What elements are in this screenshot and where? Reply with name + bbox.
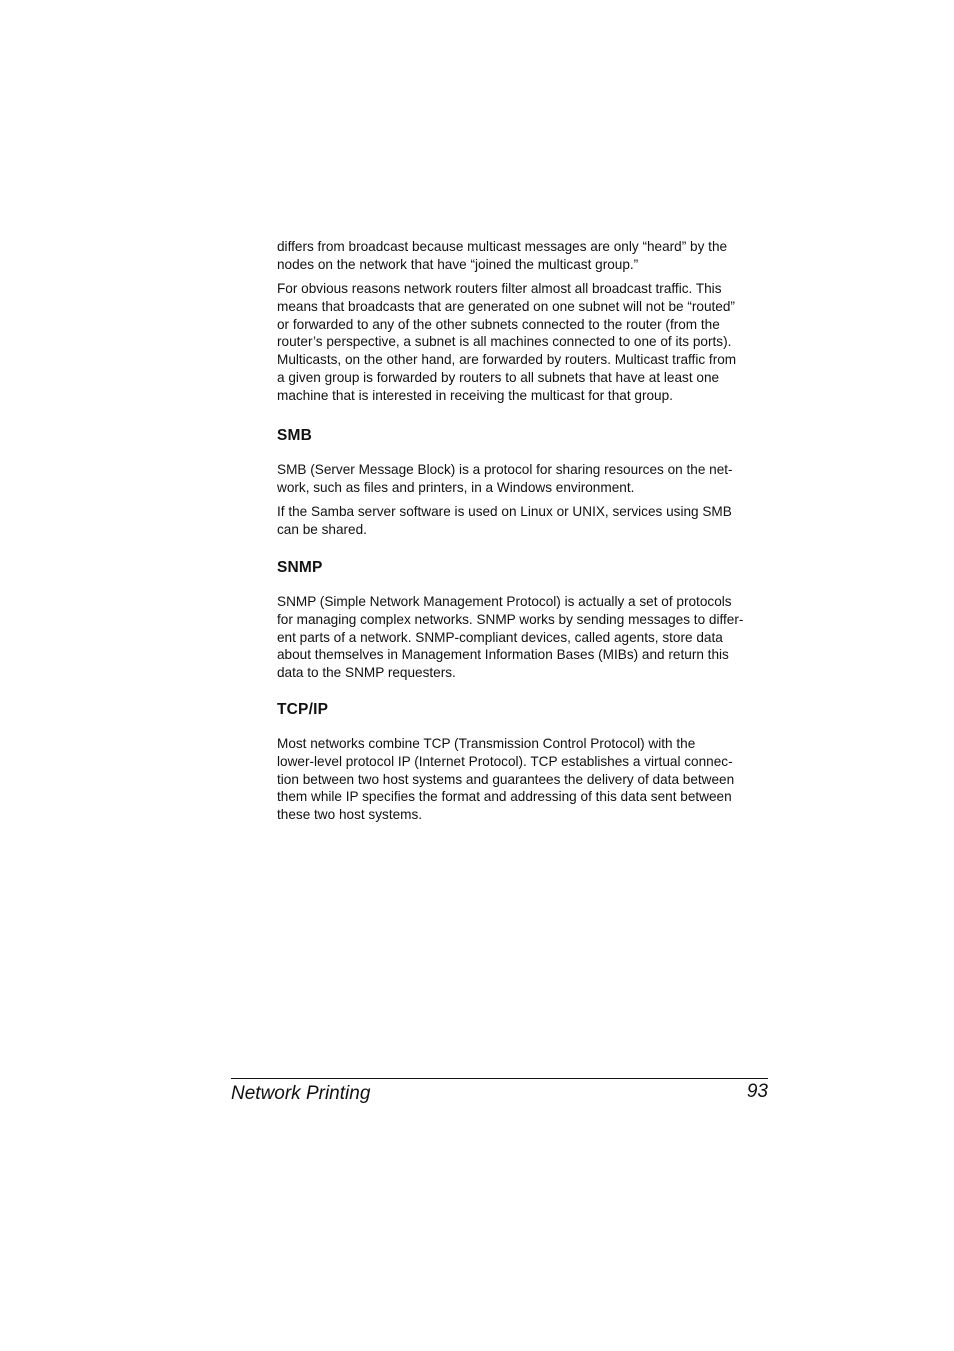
intro-paragraph-2 [277, 280, 769, 405]
text-line: can be shared. [277, 521, 367, 537]
tcpip-heading: TCP/IP [277, 701, 329, 718]
smb-paragraph-2 [277, 503, 769, 539]
text-line: work, such as files and printers, in a Windows environment. [277, 479, 635, 495]
text-line: them while IP specifies the format and addressing of this data sent between [277, 789, 732, 805]
smb-paragraph-1 [277, 461, 769, 497]
page-number: 93 [746, 1081, 768, 1102]
intro-paragraph-1 [277, 238, 769, 274]
text-line: data to the SNMP requesters. [277, 665, 456, 681]
text-line: nodes on the network that have “joined the multicast group.” [277, 256, 639, 272]
text-line: lower-level protocol IP (Internet Protocol). TCP establishes a virtual connec- [277, 753, 733, 769]
snmp-paragraph-1 [277, 593, 769, 682]
text-line: means that broadcasts that are generated on one subnet will not be “routed” [277, 298, 735, 314]
text-line: Most networks combine TCP (Transmission Control Protocol) with the [277, 736, 696, 751]
text-line: about themselves in Management Information Bases (MIBs) and return this [277, 647, 729, 663]
text-line: If the Samba server software is used on Linux or UNIX, services using SMB [277, 504, 732, 519]
snmp-heading: SNMP [277, 559, 323, 576]
footer-title: Network Printing [231, 1083, 371, 1104]
text-line: ent parts of a network. SNMP-compliant devices, called agents, store data [277, 629, 723, 645]
text-line: for managing complex networks. SNMP works by sending messages to differ- [277, 611, 744, 627]
text-line: tion between two host systems and guarantees the delivery of data between [277, 771, 735, 787]
text-line: SNMP (Simple Network Management Protocol) is actually a set of protocols [277, 594, 732, 609]
text-line: Multicasts, on the other hand, are forwarded by routers. Multicast traffic from [277, 352, 737, 368]
tcpip-paragraph-1 [277, 735, 769, 824]
smb-heading: SMB [277, 427, 313, 444]
text-line: or forwarded to any of the other subnets connected to the router (from the [277, 316, 720, 332]
text-line: these two host systems. [277, 807, 423, 823]
text-line: SMB (Server Message Block) is a protocol for sharing resources on the net- [277, 462, 733, 477]
footer-divider [231, 1078, 768, 1079]
text-line: machine that is interested in receiving the multicast for that group. [277, 387, 673, 403]
text-line: router’s perspective, a subnet is all machines connected to one of its ports). [277, 334, 732, 350]
text-line: a given group is forwarded by routers to all subnets that have at least one [277, 369, 720, 385]
text-line: differs from broadcast because multicast messages are only “heard” by the [277, 239, 728, 254]
text-line: For obvious reasons network routers filter almost all broadcast traffic. This [277, 281, 722, 296]
